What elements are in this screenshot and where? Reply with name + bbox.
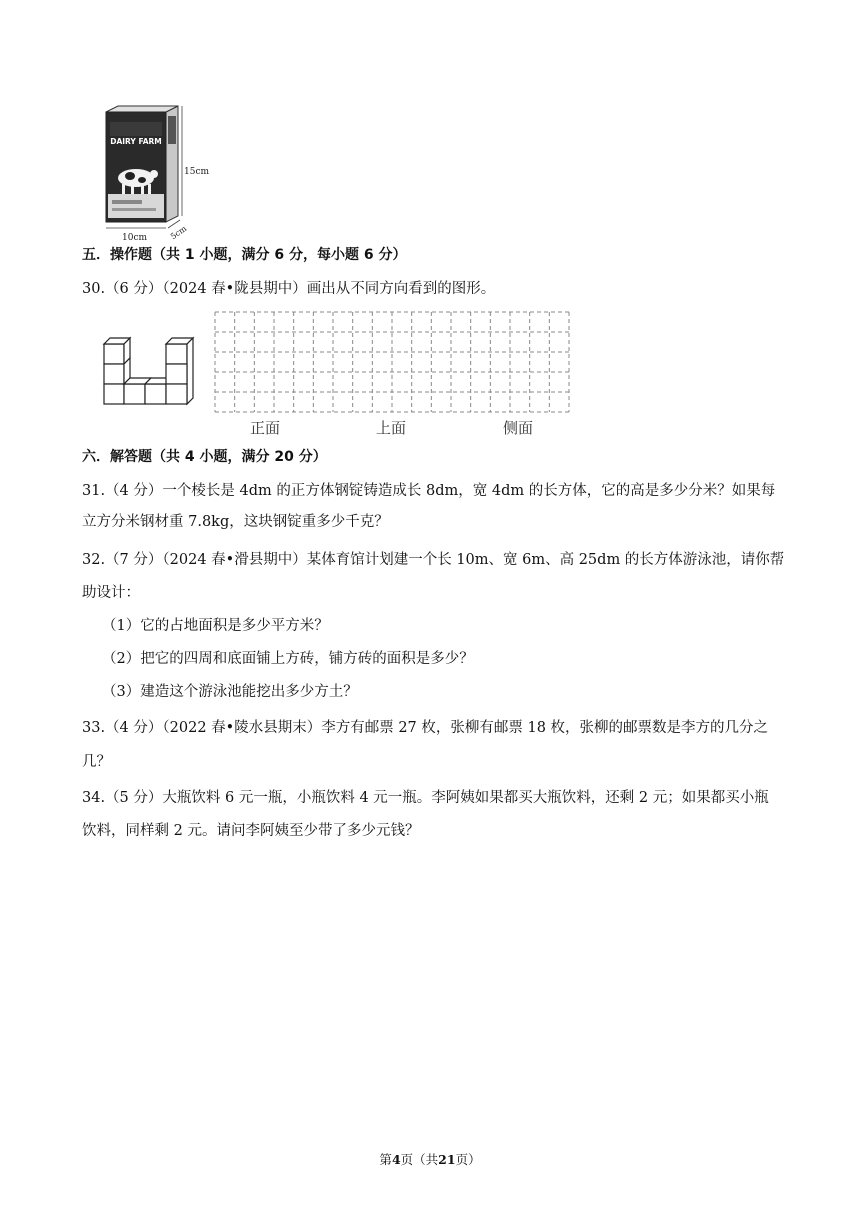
milk-carton-figure xyxy=(98,104,238,244)
footer-page-number: 4 xyxy=(391,1152,401,1167)
question-33-line-2: 几？ xyxy=(82,754,111,770)
question-32-sub-2: （2）把它的四周和底面铺上方砖，铺方砖的面积是多少？ xyxy=(102,651,474,667)
question-33-line-1: 33.（4 分）（2022 春•陵水县期末）李方有邮票 27 枚，张柳有邮票 18 枚，张柳的邮票数是李方的几分之 xyxy=(82,720,769,736)
view-label-front: 正面 xyxy=(250,419,281,437)
question-31-line-1: 31.（4 分）一个棱长是 4dm 的正方体钢锭铸造成长 8dm，宽 4dm 的长方体，它的高是多少分米？如果每 xyxy=(82,483,776,499)
drawing-grid xyxy=(214,311,570,413)
footer-pre: 第 xyxy=(379,1152,392,1167)
footer-mid: 页（共 xyxy=(400,1152,439,1167)
cube-blocks-figure xyxy=(100,332,200,408)
question-34-line-2: 饮料，同样剩 2 元。请问李阿姨至少带了多少元钱？ xyxy=(82,823,420,839)
question-31-line-2: 立方分米钢材重 7.8kg，这块钢锭重多少千克？ xyxy=(82,514,389,530)
page-footer xyxy=(0,1150,860,1168)
section-5-heading: 五．操作题（共 1 小题，满分 6 分，每小题 6 分） xyxy=(82,247,407,263)
footer-total-pages: 21 xyxy=(438,1152,456,1167)
view-label-side: 侧面 xyxy=(503,419,534,437)
question-30-text: 30.（6 分）（2024 春•陇县期中）画出从不同方向看到的图形。 xyxy=(82,281,496,297)
question-32-sub-1: （1）它的占地面积是多少平方米？ xyxy=(102,618,329,634)
carton-height-label: 15cm xyxy=(184,167,210,177)
carton-depth-label: 5cm xyxy=(169,223,189,242)
carton-brand: DAIRY FARM xyxy=(110,137,162,146)
question-32-sub-3: （3）建造这个游泳池能挖出多少方土？ xyxy=(102,684,358,700)
question-32-line-2: 助设计： xyxy=(82,585,140,601)
question-32-line-1: 32.（7 分）（2024 春•滑县期中）某体育馆计划建一个长 10m、宽 6m、高 25dm 的长方体游泳池，请你帮 xyxy=(82,552,785,568)
footer-post: 页） xyxy=(455,1152,481,1167)
question-34-line-1: 34.（5 分）大瓶饮料 6 元一瓶，小瓶饮料 4 元一瓶。李阿姨如果都买大瓶饮料，还剩 2 元；如果都买小瓶 xyxy=(82,790,769,806)
view-label-top: 上面 xyxy=(376,419,407,437)
carton-width-label: 10cm xyxy=(122,233,148,243)
section-6-heading: 六．解答题（共 4 小题，满分 20 分） xyxy=(82,449,327,465)
